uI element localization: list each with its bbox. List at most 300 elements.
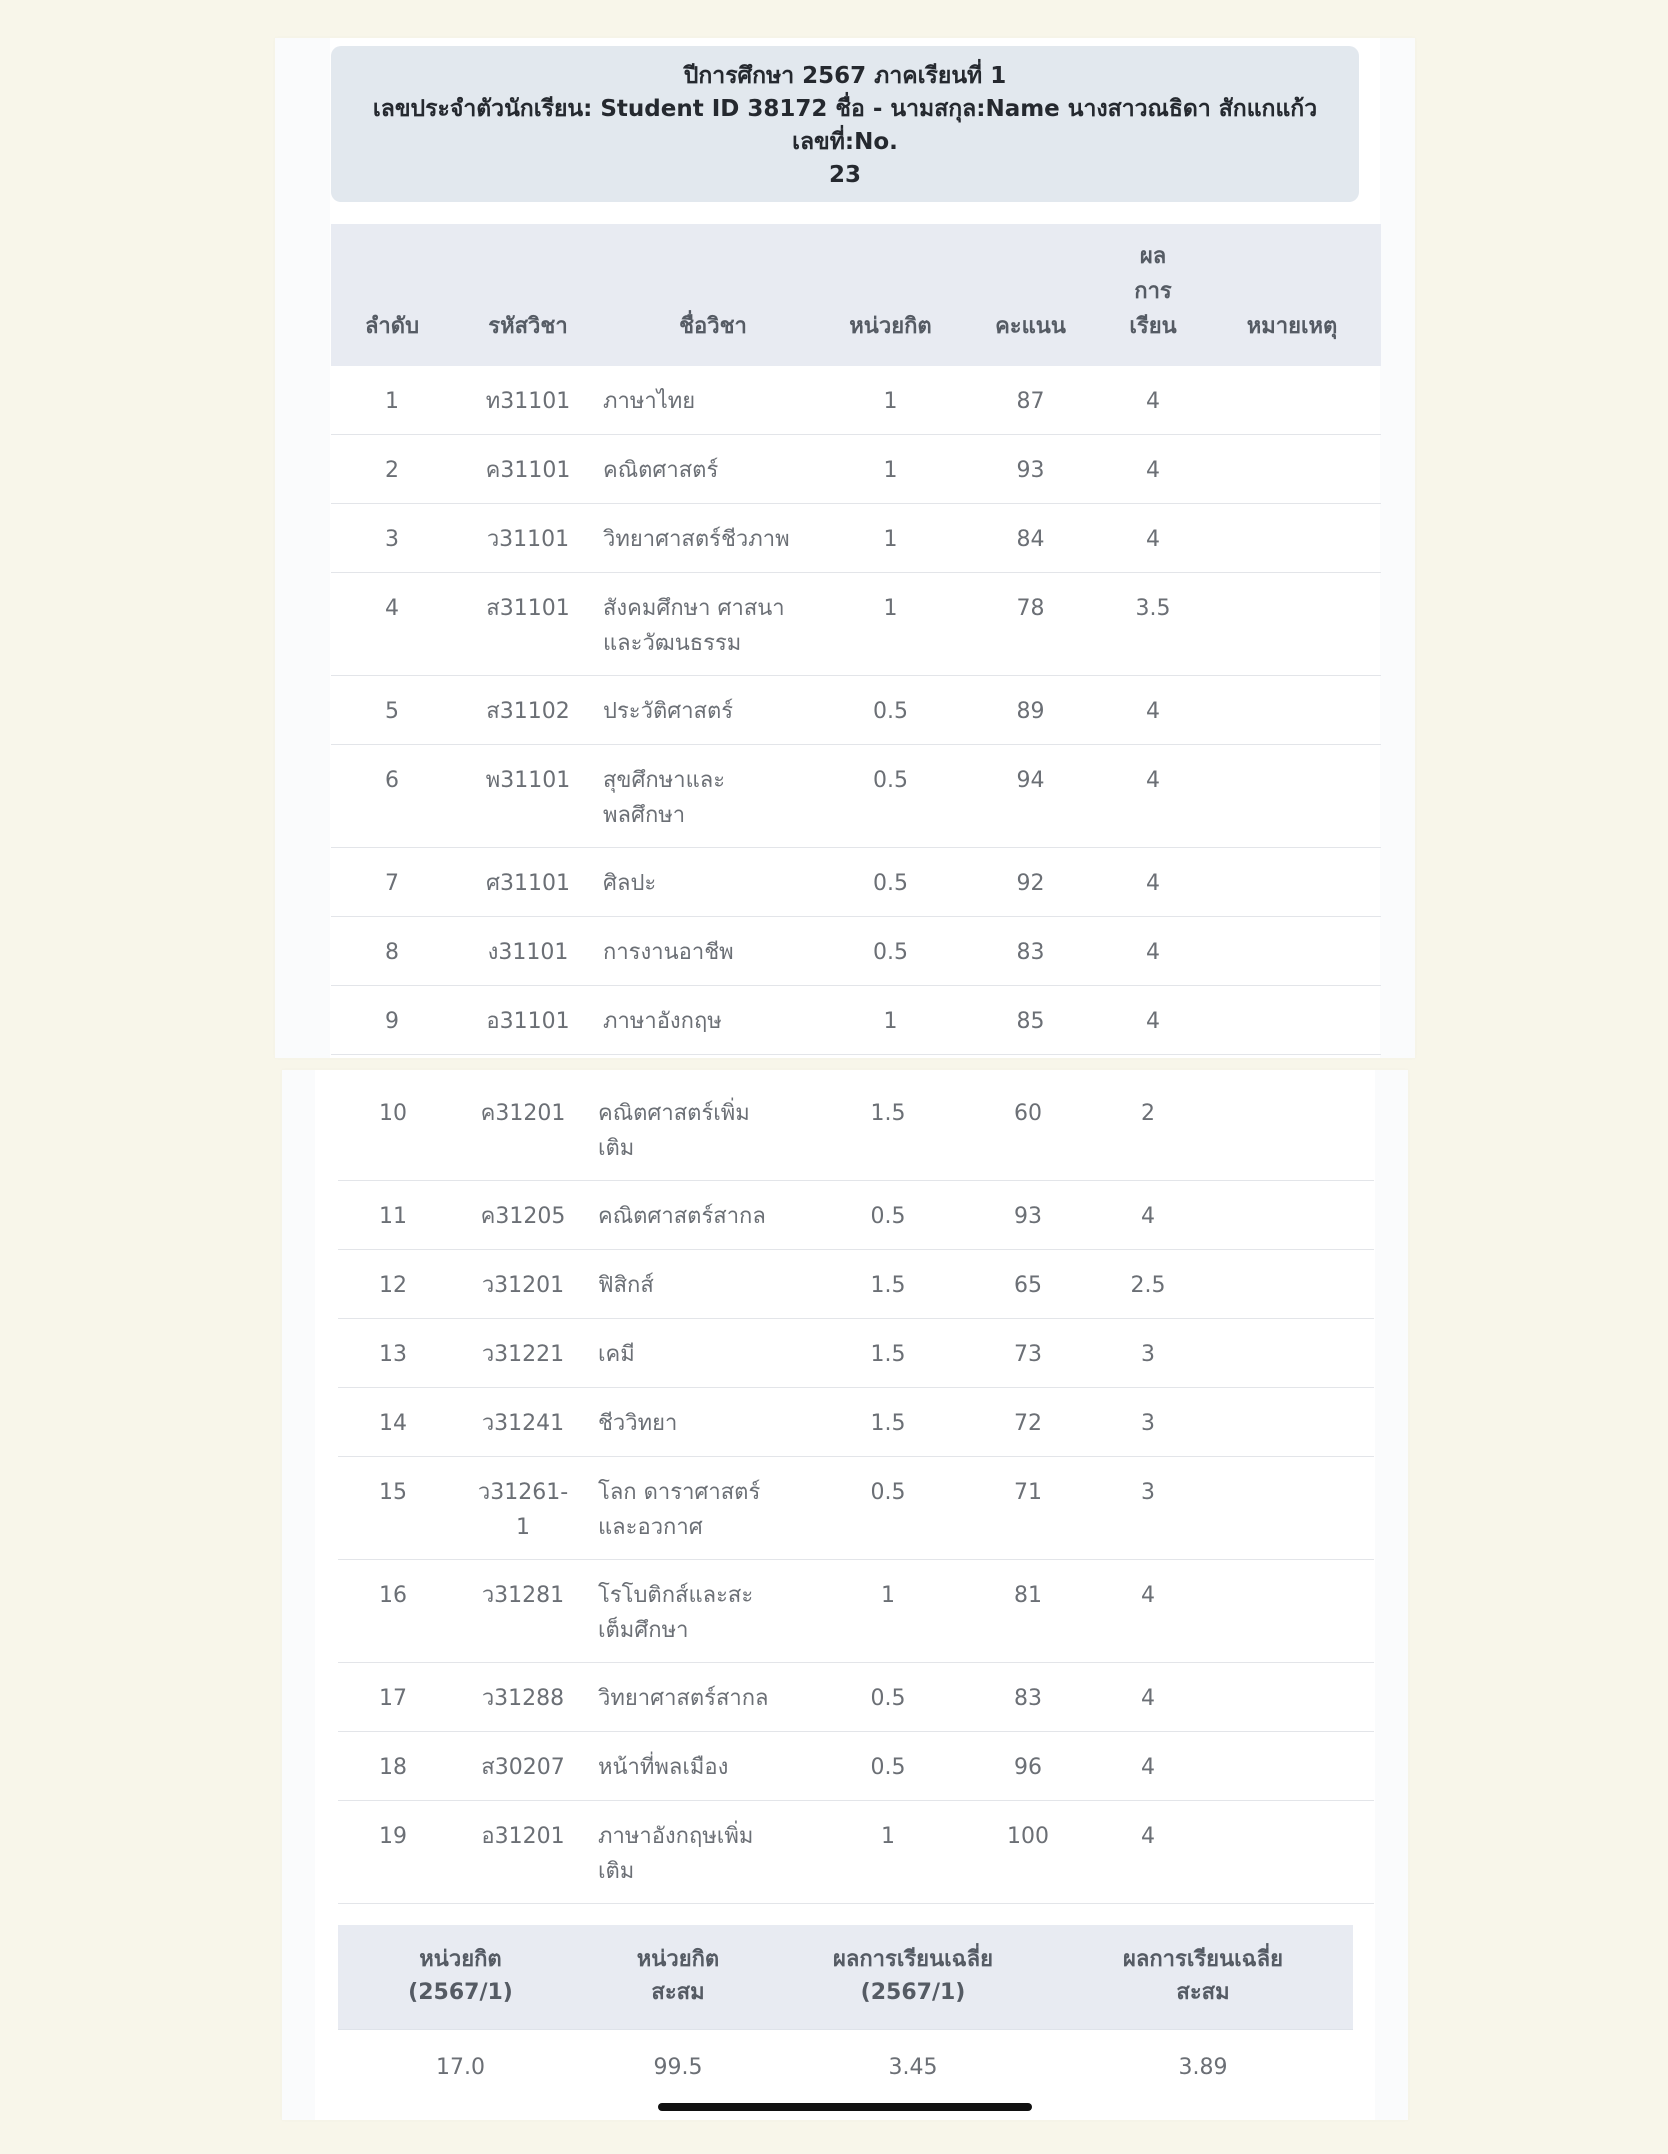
cell-credit-text: 0.5 xyxy=(870,1755,906,1780)
cell-credit-text: 0.5 xyxy=(873,768,908,793)
cell-remark xyxy=(1198,1560,1374,1663)
cell-code-text: ว31281 xyxy=(481,1583,565,1608)
table-row xyxy=(331,986,1381,1055)
cell-name-text: และวัฒนธรรม xyxy=(603,631,742,656)
cell-name xyxy=(603,366,823,435)
cell-credit-text: 1 xyxy=(883,1009,898,1034)
table-row xyxy=(338,1319,1374,1388)
cell-remark xyxy=(1203,986,1381,1055)
cell-name xyxy=(598,1319,818,1388)
cell-score-text: 71 xyxy=(1014,1480,1042,1505)
table-row xyxy=(331,848,1381,917)
cell-grade-text: 3 xyxy=(1141,1342,1155,1367)
cell-credit-text: 1 xyxy=(883,389,898,414)
cell-no xyxy=(338,1181,448,1250)
cell-credit-text: 1.5 xyxy=(870,1342,906,1367)
cell-grade xyxy=(1103,366,1203,435)
table-row xyxy=(331,504,1381,573)
cell-credit-text: 0.5 xyxy=(873,940,908,965)
cell-score-text: 94 xyxy=(1016,768,1045,793)
cell-grade-text: 3 xyxy=(1141,1411,1155,1436)
cell-score-text: 93 xyxy=(1014,1204,1042,1229)
cell-score xyxy=(958,1801,1098,1904)
cell-no-text: 13 xyxy=(379,1342,407,1367)
cell-name xyxy=(598,1457,818,1560)
cell-credit xyxy=(823,366,958,435)
cell-no-text: 18 xyxy=(379,1755,407,1780)
cell-no xyxy=(338,1250,448,1319)
cell-code-text: อ31201 xyxy=(481,1824,565,1849)
cell-score-text: 100 xyxy=(1007,1824,1049,1849)
summary-gpa-term: 3.45 xyxy=(888,2055,938,2080)
cell-credit xyxy=(818,1663,958,1732)
cell-score xyxy=(958,676,1103,745)
cell-credit xyxy=(823,435,958,504)
cell-no-text: 3 xyxy=(385,527,399,552)
cell-grade xyxy=(1098,1457,1198,1560)
cell-name-text: เคมี xyxy=(598,1342,635,1367)
cell-name xyxy=(598,1560,818,1663)
cell-credit xyxy=(818,1732,958,1801)
cell-name-text: และอวกาศ xyxy=(598,1515,703,1540)
cell-code xyxy=(448,1250,598,1319)
grade-header-line2: การ xyxy=(1134,279,1172,304)
cell-remark xyxy=(1198,1732,1374,1801)
cell-no xyxy=(338,1801,448,1904)
table-header-row xyxy=(331,224,1381,366)
table-row xyxy=(331,366,1381,435)
cell-score-text: 72 xyxy=(1014,1411,1042,1436)
cell-code-text: ว31101 xyxy=(486,527,570,552)
cell-grade-text: 4 xyxy=(1141,1824,1155,1849)
cell-grade xyxy=(1098,1560,1198,1663)
cell-name xyxy=(598,1078,818,1181)
cell-grade xyxy=(1103,848,1203,917)
cell-credit-text: 1.5 xyxy=(870,1273,906,1298)
cell-code-text: ค31201 xyxy=(480,1101,566,1126)
cell-name-text: คณิตศาสตร์ xyxy=(603,458,719,483)
cell-remark xyxy=(1198,1319,1374,1388)
cell-credit-text: 1 xyxy=(883,596,898,621)
grades-table-top xyxy=(331,224,1381,1055)
cell-name-text: โรโบติกส์และสะ xyxy=(598,1583,754,1608)
cell-no xyxy=(331,366,453,435)
cell-grade xyxy=(1098,1319,1198,1388)
cell-name-text: สังคมศึกษา ศาสนา xyxy=(603,596,785,621)
cell-grade xyxy=(1098,1663,1198,1732)
cell-grade xyxy=(1103,986,1203,1055)
cell-name-text: เติม xyxy=(598,1859,635,1884)
col-header-grade xyxy=(1103,224,1203,366)
cell-name xyxy=(598,1801,818,1904)
cell-code-text: อ31101 xyxy=(486,1009,570,1034)
summary-header-credits-total: หน่วยกิต สะสม xyxy=(636,1947,720,2005)
cell-remark xyxy=(1203,848,1381,917)
cell-credit-text: 0.5 xyxy=(870,1480,906,1505)
cell-no xyxy=(331,504,453,573)
cell-name xyxy=(598,1732,818,1801)
cell-name-text: วิทยาศาสตร์สากล xyxy=(598,1686,769,1711)
cell-grade xyxy=(1098,1801,1198,1904)
cell-credit xyxy=(818,1457,958,1560)
grade-header-line1: ผล xyxy=(1139,244,1167,269)
cell-grade-text: 2 xyxy=(1141,1101,1155,1126)
cell-no xyxy=(338,1319,448,1388)
cell-credit xyxy=(823,917,958,986)
cell-code-text: พ31101 xyxy=(485,768,571,793)
cell-remark xyxy=(1203,435,1381,504)
cell-name-text: ชีววิทยา xyxy=(598,1411,678,1436)
table-row xyxy=(338,1181,1374,1250)
table-row xyxy=(331,917,1381,986)
cell-score-text: 96 xyxy=(1014,1755,1042,1780)
cell-score-text: 83 xyxy=(1014,1686,1042,1711)
grades-table-bottom xyxy=(338,1078,1374,1904)
cell-score-text: 84 xyxy=(1016,527,1045,552)
summary-credits-term: 17.0 xyxy=(436,2055,485,2080)
cell-no xyxy=(331,986,453,1055)
cell-name xyxy=(603,676,823,745)
col-header-name: ชื่อวิชา xyxy=(603,224,823,366)
cell-credit xyxy=(818,1181,958,1250)
cell-no-text: 10 xyxy=(379,1101,407,1126)
cell-credit-text: 1 xyxy=(883,527,898,552)
cell-no xyxy=(338,1388,448,1457)
cell-grade xyxy=(1098,1078,1198,1181)
cell-remark xyxy=(1203,366,1381,435)
table-row xyxy=(331,745,1381,848)
cell-code-text: ง31101 xyxy=(487,940,569,965)
table-row xyxy=(331,435,1381,504)
cell-grade-text: 4 xyxy=(1146,871,1160,896)
cell-grade xyxy=(1103,435,1203,504)
cell-code xyxy=(453,435,603,504)
cell-remark xyxy=(1198,1078,1374,1181)
cell-code-text: ค31205 xyxy=(480,1204,566,1229)
cell-score xyxy=(958,1250,1098,1319)
table-row xyxy=(331,676,1381,745)
cell-code-text: ว31221 xyxy=(481,1342,565,1367)
cell-name-text: การงานอาชีพ xyxy=(603,940,734,965)
cell-name xyxy=(603,848,823,917)
cell-remark xyxy=(1203,573,1381,676)
cell-credit xyxy=(818,1250,958,1319)
cell-name-text: ภาษาไทย xyxy=(603,389,696,414)
cell-name-text: ภาษาอังกฤษเพิ่ม xyxy=(598,1824,754,1849)
cell-score xyxy=(958,1181,1098,1250)
cell-name xyxy=(603,435,823,504)
cell-no xyxy=(331,573,453,676)
cell-name-text: ฟิสิกส์ xyxy=(598,1273,654,1298)
cell-name-text: ประวัติศาสตร์ xyxy=(603,699,734,724)
cell-code xyxy=(453,676,603,745)
table-row xyxy=(338,1078,1374,1181)
cell-name-text: ภาษาอังกฤษ xyxy=(603,1009,722,1034)
cell-credit xyxy=(818,1560,958,1663)
cell-no-text: 5 xyxy=(385,699,399,724)
cell-name-text: วิทยาศาสตร์ชีวภาพ xyxy=(603,527,790,552)
summary-header-gpa-term: ผลการเรียนเฉลี่ย (2567/1) xyxy=(832,1947,993,2005)
cell-code xyxy=(453,848,603,917)
cell-no xyxy=(331,848,453,917)
cell-remark xyxy=(1198,1801,1374,1904)
cell-no-text: 11 xyxy=(379,1204,407,1229)
cell-code-text: 1 xyxy=(516,1515,530,1540)
cell-name xyxy=(598,1181,818,1250)
col-header-credit: หน่วยกิต xyxy=(823,224,958,366)
cell-grade-text: 4 xyxy=(1141,1583,1155,1608)
grade-header-line3: เรียน xyxy=(1129,314,1177,339)
cell-name-text: พลศึกษา xyxy=(603,803,686,828)
cell-grade-text: 3 xyxy=(1141,1480,1155,1505)
cell-grade-text: 2.5 xyxy=(1130,1273,1166,1298)
cell-grade-text: 3.5 xyxy=(1135,596,1171,621)
cell-score-text: 89 xyxy=(1016,699,1045,724)
cell-credit-text: 1 xyxy=(881,1824,895,1849)
cell-code xyxy=(453,366,603,435)
cell-remark xyxy=(1198,1663,1374,1732)
cell-no-text: 6 xyxy=(385,768,399,793)
cell-score xyxy=(958,1732,1098,1801)
table-row xyxy=(338,1457,1374,1560)
cell-credit xyxy=(823,745,958,848)
summary-header xyxy=(338,1925,1353,2030)
cell-no-text: 16 xyxy=(379,1583,407,1608)
cell-score xyxy=(958,745,1103,848)
cell-code xyxy=(448,1560,598,1663)
cell-credit xyxy=(823,504,958,573)
cell-code xyxy=(448,1801,598,1904)
cell-no-text: 12 xyxy=(379,1273,407,1298)
cell-credit xyxy=(823,676,958,745)
cell-score xyxy=(958,1078,1098,1181)
cell-grade xyxy=(1103,573,1203,676)
cell-credit xyxy=(818,1388,958,1457)
cell-credit-text: 0.5 xyxy=(870,1686,906,1711)
col-header-no: ลำดับ xyxy=(331,224,453,366)
cell-grade-text: 4 xyxy=(1146,768,1160,793)
student-identity: เลขประจำตัวนักเรียน: Student ID 38172 ชื่อ - นามสกุล:Name นางสาวณธิดา สักแกแก้ว เลขที่:No. xyxy=(372,96,1318,155)
cell-code-text: ค31101 xyxy=(485,458,571,483)
cell-grade-text: 4 xyxy=(1146,940,1160,965)
cell-score-text: 85 xyxy=(1016,1009,1045,1034)
cell-no xyxy=(331,917,453,986)
cell-grade-text: 4 xyxy=(1146,1009,1160,1034)
cell-score xyxy=(958,1663,1098,1732)
cell-no-text: 1 xyxy=(385,389,399,414)
cell-no xyxy=(338,1663,448,1732)
cell-code xyxy=(448,1078,598,1181)
cell-code-text: ว31261- xyxy=(477,1480,569,1505)
cell-remark xyxy=(1203,745,1381,848)
summary-header-credits-term: หน่วยกิต (2567/1) xyxy=(408,1947,513,2005)
cell-code xyxy=(453,504,603,573)
col-header-code: รหัสวิชา xyxy=(453,224,603,366)
cell-code xyxy=(453,573,603,676)
cell-name xyxy=(603,986,823,1055)
cell-no xyxy=(338,1078,448,1181)
cell-no-text: 7 xyxy=(385,871,399,896)
cell-name xyxy=(603,745,823,848)
cell-code-text: ส31101 xyxy=(486,596,570,621)
cell-grade xyxy=(1103,504,1203,573)
cell-score xyxy=(958,366,1103,435)
cell-name xyxy=(603,917,823,986)
cell-code xyxy=(448,1388,598,1457)
cell-no xyxy=(331,745,453,848)
cell-grade-text: 4 xyxy=(1141,1755,1155,1780)
cell-name-text: สุขศึกษาและ xyxy=(603,768,726,793)
cell-remark xyxy=(1203,676,1381,745)
cell-grade xyxy=(1098,1388,1198,1457)
cell-score-text: 73 xyxy=(1014,1342,1042,1367)
cell-score-text: 87 xyxy=(1016,389,1045,414)
table-row xyxy=(338,1560,1374,1663)
table-row xyxy=(338,1663,1374,1732)
cell-grade-text: 4 xyxy=(1141,1204,1155,1229)
cell-grade-text: 4 xyxy=(1146,527,1160,552)
cell-credit-text: 0.5 xyxy=(870,1204,906,1229)
cell-credit-text: 1.5 xyxy=(870,1101,906,1126)
cell-score xyxy=(958,917,1103,986)
cell-credit-text: 1 xyxy=(881,1583,895,1608)
cell-grade xyxy=(1098,1732,1198,1801)
cell-score xyxy=(958,848,1103,917)
cell-credit xyxy=(818,1801,958,1904)
cell-no-text: 2 xyxy=(385,458,399,483)
cell-score xyxy=(958,1319,1098,1388)
cell-credit-text: 0.5 xyxy=(873,871,908,896)
cell-code-text: ส31102 xyxy=(486,699,570,724)
cell-code-text: ว31201 xyxy=(481,1273,565,1298)
cell-no xyxy=(338,1457,448,1560)
cell-no-text: 15 xyxy=(379,1480,407,1505)
summary-values xyxy=(338,2030,1353,2100)
cell-no xyxy=(338,1560,448,1663)
cell-credit-text: 0.5 xyxy=(873,699,908,724)
col-header-score: คะแนน xyxy=(958,224,1103,366)
summary-gpa-total: 3.89 xyxy=(1178,2055,1228,2080)
cell-no xyxy=(338,1732,448,1801)
table-row xyxy=(331,573,1381,676)
cell-code-text: ศ31101 xyxy=(486,871,570,896)
cell-score-text: 78 xyxy=(1016,596,1045,621)
home-indicator[interactable] xyxy=(658,2103,1032,2111)
cell-credit xyxy=(823,848,958,917)
cell-grade-text: 4 xyxy=(1146,389,1160,414)
cell-no-text: 9 xyxy=(385,1009,399,1034)
table-row xyxy=(338,1801,1374,1904)
cell-score-text: 81 xyxy=(1014,1583,1042,1608)
cell-score xyxy=(958,1560,1098,1663)
summary-credits-total: 99.5 xyxy=(653,2055,703,2080)
cell-name-text: คณิตศาสตร์เพิ่ม xyxy=(598,1101,750,1126)
cell-remark xyxy=(1198,1250,1374,1319)
cell-score xyxy=(958,573,1103,676)
cell-score xyxy=(958,1457,1098,1560)
cell-score-text: 83 xyxy=(1016,940,1045,965)
cell-grade-text: 4 xyxy=(1141,1686,1155,1711)
cell-name xyxy=(598,1388,818,1457)
cell-remark xyxy=(1198,1457,1374,1560)
academic-term: ปีการศึกษา 2567 ภาคเรียนที่ 1 xyxy=(683,63,1007,89)
cell-credit-text: 1.5 xyxy=(870,1411,906,1436)
cell-no-text: 19 xyxy=(379,1824,407,1849)
cell-grade xyxy=(1103,745,1203,848)
cell-name xyxy=(598,1663,818,1732)
cell-name-text: ศิลปะ xyxy=(603,871,657,896)
cell-score xyxy=(958,504,1103,573)
cell-no-text: 14 xyxy=(379,1411,407,1436)
cell-score-text: 65 xyxy=(1014,1273,1042,1298)
cell-score-text: 92 xyxy=(1016,871,1045,896)
cell-no-text: 8 xyxy=(385,940,399,965)
cell-score-text: 93 xyxy=(1016,458,1045,483)
cell-name-text: หน้าที่พลเมือง xyxy=(598,1755,729,1780)
student-info-header xyxy=(331,46,1359,202)
cell-name xyxy=(603,573,823,676)
cell-code xyxy=(448,1663,598,1732)
cell-name xyxy=(603,504,823,573)
cell-no-text: 17 xyxy=(379,1686,407,1711)
cell-code-text: ท31101 xyxy=(485,389,571,414)
cell-name-text: เต็มศึกษา xyxy=(598,1618,689,1643)
student-number: 23 xyxy=(828,162,861,188)
cell-name-text: เติม xyxy=(598,1136,635,1161)
table-row xyxy=(338,1732,1374,1801)
cell-credit xyxy=(818,1078,958,1181)
cell-code-text: ส30207 xyxy=(481,1755,565,1780)
cell-no-text: 4 xyxy=(385,596,399,621)
cell-grade-text: 4 xyxy=(1146,699,1160,724)
cell-name xyxy=(598,1250,818,1319)
cell-grade-text: 4 xyxy=(1146,458,1160,483)
cell-grade xyxy=(1103,917,1203,986)
cell-code xyxy=(453,986,603,1055)
cell-code xyxy=(448,1457,598,1560)
cell-code-text: ว31288 xyxy=(481,1686,565,1711)
summary-header-gpa-total: ผลการเรียนเฉลี่ย สะสม xyxy=(1122,1947,1283,2005)
cell-credit-text: 1 xyxy=(883,458,898,483)
table-row xyxy=(338,1250,1374,1319)
cell-credit xyxy=(823,573,958,676)
table-row xyxy=(338,1388,1374,1457)
cell-no xyxy=(331,435,453,504)
cell-remark xyxy=(1198,1388,1374,1457)
cell-code xyxy=(453,917,603,986)
cell-score xyxy=(958,435,1103,504)
cell-remark xyxy=(1203,504,1381,573)
cell-no xyxy=(331,676,453,745)
cell-grade xyxy=(1098,1181,1198,1250)
cell-name-text: คณิตศาสตร์สากล xyxy=(598,1204,766,1229)
cell-code xyxy=(448,1181,598,1250)
cell-code xyxy=(453,745,603,848)
cell-grade xyxy=(1098,1250,1198,1319)
cell-credit xyxy=(823,986,958,1055)
cell-remark xyxy=(1203,917,1381,986)
cell-score xyxy=(958,1388,1098,1457)
cell-score xyxy=(958,986,1103,1055)
col-header-remark: หมายเหตุ xyxy=(1203,224,1381,366)
cell-code xyxy=(448,1319,598,1388)
cell-name-text: โลก ดาราศาสตร์ xyxy=(598,1480,761,1505)
cell-remark xyxy=(1198,1181,1374,1250)
cell-score-text: 60 xyxy=(1014,1101,1042,1126)
cell-code-text: ว31241 xyxy=(481,1411,565,1436)
cell-code xyxy=(448,1732,598,1801)
cell-credit xyxy=(818,1319,958,1388)
